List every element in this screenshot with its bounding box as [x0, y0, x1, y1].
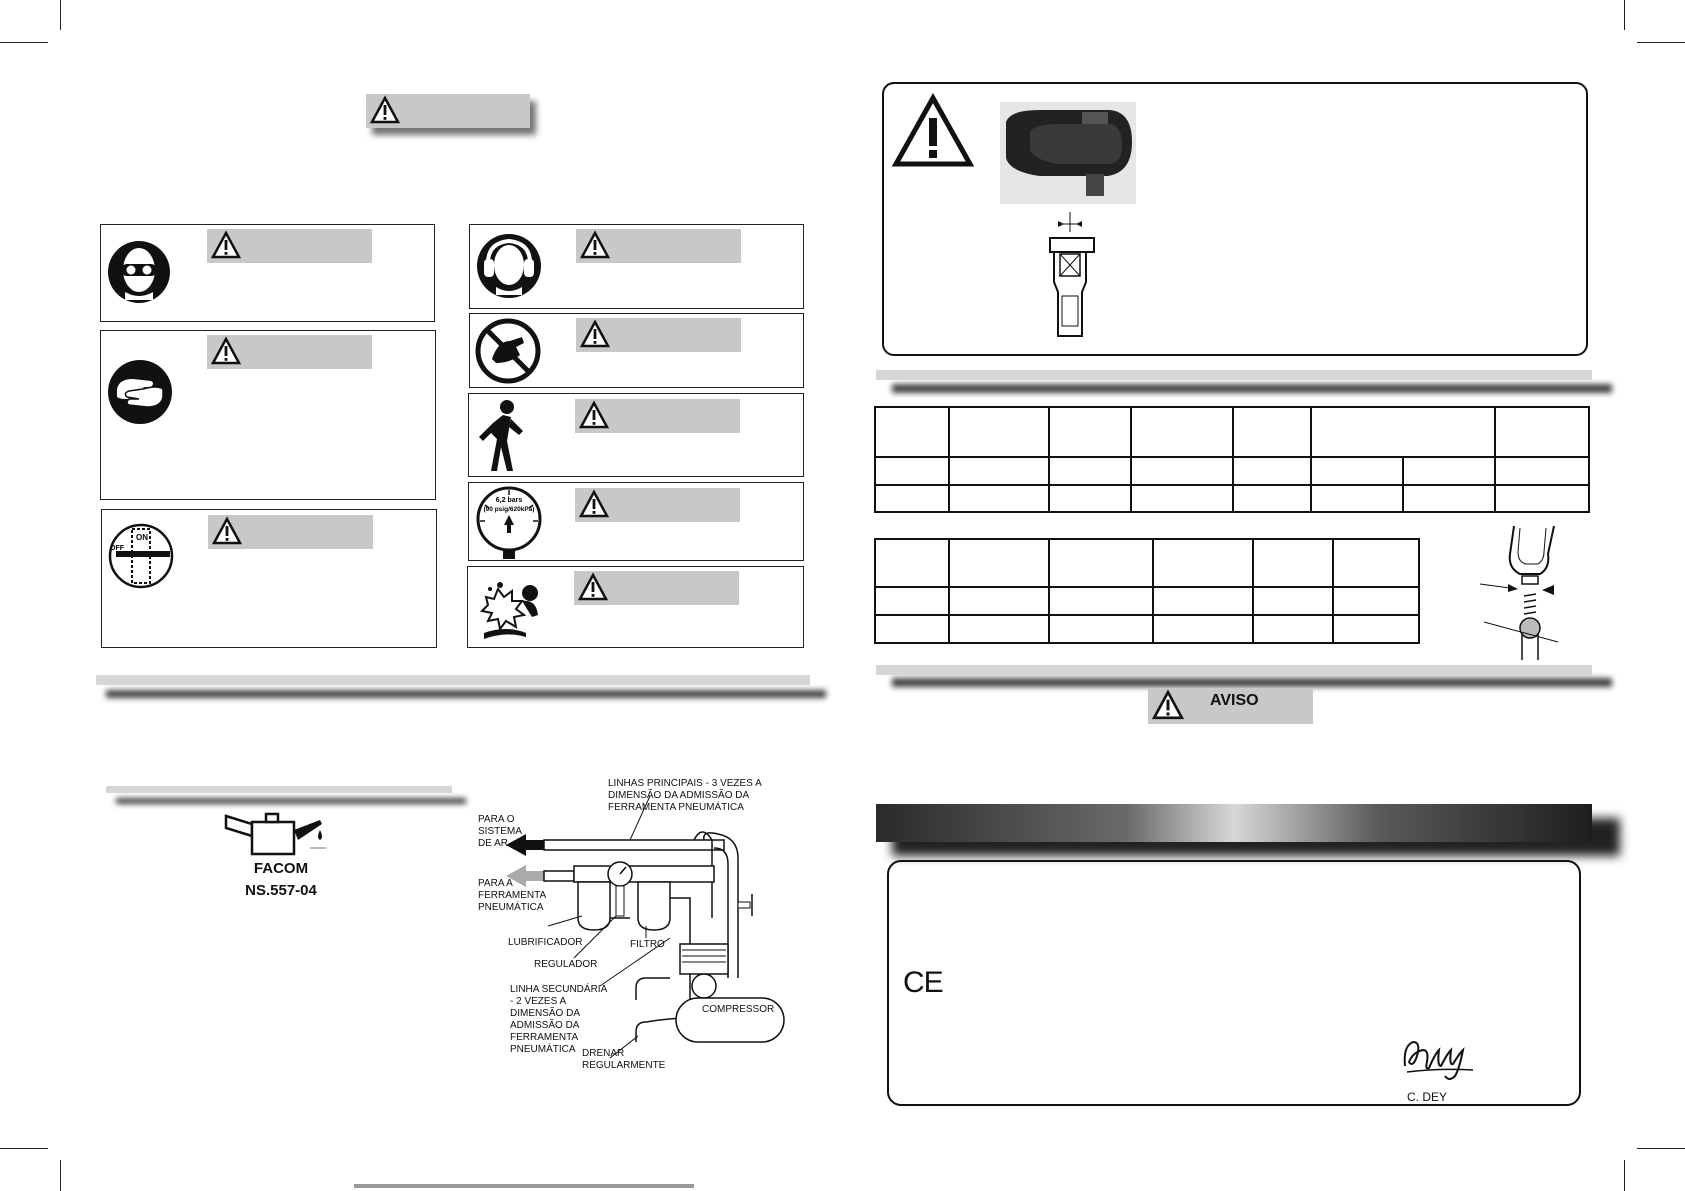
- table-cell: [1403, 457, 1495, 485]
- no-hand-warning-box: [469, 313, 804, 388]
- table-cell: [1311, 485, 1403, 512]
- table-cell: [1333, 539, 1419, 587]
- crop-mark: [1637, 42, 1685, 43]
- goggles-warning-box: [100, 224, 435, 322]
- table-cell: [1049, 485, 1131, 512]
- spec-table-1: [874, 406, 1590, 513]
- table-cell: [1049, 407, 1131, 457]
- table-cell: [1311, 407, 1495, 457]
- crop-mark: [1624, 0, 1625, 30]
- diagram-label-to-tool: PARA A FERRAMENTA PNEUMÁTICA: [478, 878, 546, 913]
- section-bar-shadow: [892, 678, 1612, 687]
- diagram-label-drain: DRENAR REGULARMENTE: [582, 1048, 666, 1071]
- table-row: [875, 485, 1589, 512]
- switch-off-text: OFF: [110, 545, 124, 552]
- lubrication-header-bar: [106, 786, 452, 793]
- usage-header-bar: [876, 665, 1592, 675]
- table-cell: [1233, 457, 1311, 485]
- pressure-warning-box: [468, 482, 804, 561]
- warning-triangle-icon: [579, 401, 609, 429]
- crop-mark: [60, 0, 61, 30]
- main-warning-tag: [366, 94, 530, 128]
- table-cell: [875, 539, 949, 587]
- table-cell: [1131, 457, 1233, 485]
- table-cell: [1049, 587, 1153, 615]
- signatory-name: C. DEY: [1407, 1090, 1448, 1104]
- warning-triangle-icon: [580, 231, 610, 259]
- spec-table-2: [874, 538, 1420, 644]
- warning-triangle-icon: [580, 320, 610, 348]
- crop-mark: [0, 42, 48, 43]
- explosion-hazard-icon: [476, 575, 546, 641]
- ratchet-head-photo: [1000, 102, 1136, 204]
- table-cell: [1253, 615, 1333, 643]
- signature-image: [1399, 1032, 1479, 1084]
- diagram-label-regulator: REGULADOR: [534, 959, 598, 970]
- table-cell: [875, 485, 949, 512]
- crop-mark: [60, 1160, 61, 1191]
- pressure-gauge-icon: [475, 485, 547, 563]
- ce-mark: CE: [903, 966, 943, 999]
- square-drive-info-box: [882, 82, 1588, 356]
- gauge-psi-text: (90 psig/620kPa): [483, 506, 535, 513]
- gauge-bar-text: 6,2 bars: [495, 497, 523, 504]
- table-cell: [1495, 457, 1589, 485]
- gloves-icon: [107, 359, 173, 425]
- gloves-warning-box: [100, 330, 436, 500]
- table-cell: [1153, 587, 1253, 615]
- section-bar-shadow: [116, 798, 466, 804]
- switch-on-text: ON: [136, 533, 148, 542]
- diagram-label-compressor: COMPRESSOR: [702, 1004, 775, 1015]
- table-cell: [949, 407, 1049, 457]
- table-cell: [875, 457, 949, 485]
- table-row: [875, 457, 1589, 485]
- diagram-label-secondary-line: LINHA SECUNDÁRIA - 2 VEZES A DIMENSÃO DA ADMISSÃO DA FERRAMENTA PNEUMÁTICA: [510, 984, 607, 1055]
- table-cell: [1153, 539, 1253, 587]
- warning-tag: [576, 318, 741, 352]
- table-cell: [875, 407, 949, 457]
- table-cell: [1049, 457, 1131, 485]
- warning-tag: [207, 335, 372, 369]
- table-cell: [949, 457, 1049, 485]
- table-cell: [949, 539, 1049, 587]
- warning-triangle-icon: [370, 96, 400, 124]
- table-cell: [1153, 615, 1253, 643]
- section-bar-shadow: [892, 384, 1612, 393]
- warning-triangle-icon: [892, 94, 974, 168]
- ear-protection-icon: [476, 233, 542, 299]
- table-cell: [1333, 587, 1419, 615]
- table-cell: [875, 587, 949, 615]
- crop-mark: [1624, 1160, 1625, 1191]
- on-off-switch-icon: [108, 523, 174, 589]
- table-cell: [1495, 407, 1589, 457]
- aviso-warning-tag: [1148, 688, 1313, 724]
- table-cell: [1495, 485, 1589, 512]
- trip-warning-box: [468, 393, 804, 477]
- table-cell: [1233, 485, 1311, 512]
- table-cell: [1131, 485, 1233, 512]
- warning-tag: [575, 488, 740, 522]
- warning-triangle-icon: [212, 517, 242, 545]
- warning-tag: [207, 229, 372, 263]
- no-hand-prohibition-icon: [476, 319, 540, 383]
- warning-tag: [575, 399, 740, 433]
- table-cell: [949, 615, 1049, 643]
- warning-triangle-icon: [578, 573, 608, 601]
- table-cell: [1049, 539, 1153, 587]
- table-cell: [1253, 587, 1333, 615]
- table-cell: [875, 615, 949, 643]
- table-cell: [1311, 457, 1403, 485]
- diagram-label-lubricator: LUBRIFICADOR: [508, 937, 583, 948]
- table-cell: [1333, 615, 1419, 643]
- safety-goggles-icon: [107, 240, 171, 304]
- warning-triangle-icon: [1152, 690, 1184, 720]
- ear-warning-box: [469, 224, 804, 309]
- warning-triangle-icon: [211, 337, 241, 365]
- diagram-label-filter: FILTRO: [630, 939, 665, 950]
- tripping-hazard-icon: [477, 399, 527, 475]
- declaration-box: [887, 860, 1581, 1106]
- switch-warning-box: [101, 509, 437, 648]
- table-cell: [1131, 407, 1233, 457]
- warning-tag: [208, 515, 373, 549]
- table-cell: [1253, 539, 1333, 587]
- crop-mark: [0, 1148, 48, 1149]
- table-cell: [1403, 485, 1495, 512]
- footer-strip: [354, 1184, 694, 1188]
- table-row: [875, 587, 1419, 615]
- diagram-label-air-system: PARA O SISTEMA DE AR: [478, 814, 522, 849]
- table-row: [875, 615, 1419, 643]
- table-cell: [949, 485, 1049, 512]
- warning-tag: [576, 229, 741, 263]
- declaration-header-band: [876, 804, 1592, 842]
- drive-dimension-sketch: [1030, 212, 1112, 340]
- warning-tag: [574, 571, 739, 605]
- aviso-label: AVISO: [1210, 692, 1259, 709]
- table-cell: [949, 587, 1049, 615]
- diagram-label-main-lines: LINHAS PRINCIPAIS - 3 VEZES A DIMENSÃO DA ADMISSÃO DA FERRAMENTA PNEUMÁTICA: [608, 778, 762, 813]
- crop-mark: [1637, 1148, 1685, 1149]
- section-header-bar: [96, 675, 810, 685]
- warning-triangle-icon: [579, 490, 609, 518]
- section-bar-shadow: [106, 690, 826, 698]
- spec-header-bar: [876, 370, 1592, 380]
- oil-product-label: FACOM NS.557-04: [245, 860, 317, 899]
- socket-sketch: [1470, 524, 1560, 664]
- explosion-warning-box: [467, 566, 804, 648]
- table-cell: [1233, 407, 1311, 457]
- warning-triangle-icon: [211, 231, 241, 259]
- table-cell: [1049, 615, 1153, 643]
